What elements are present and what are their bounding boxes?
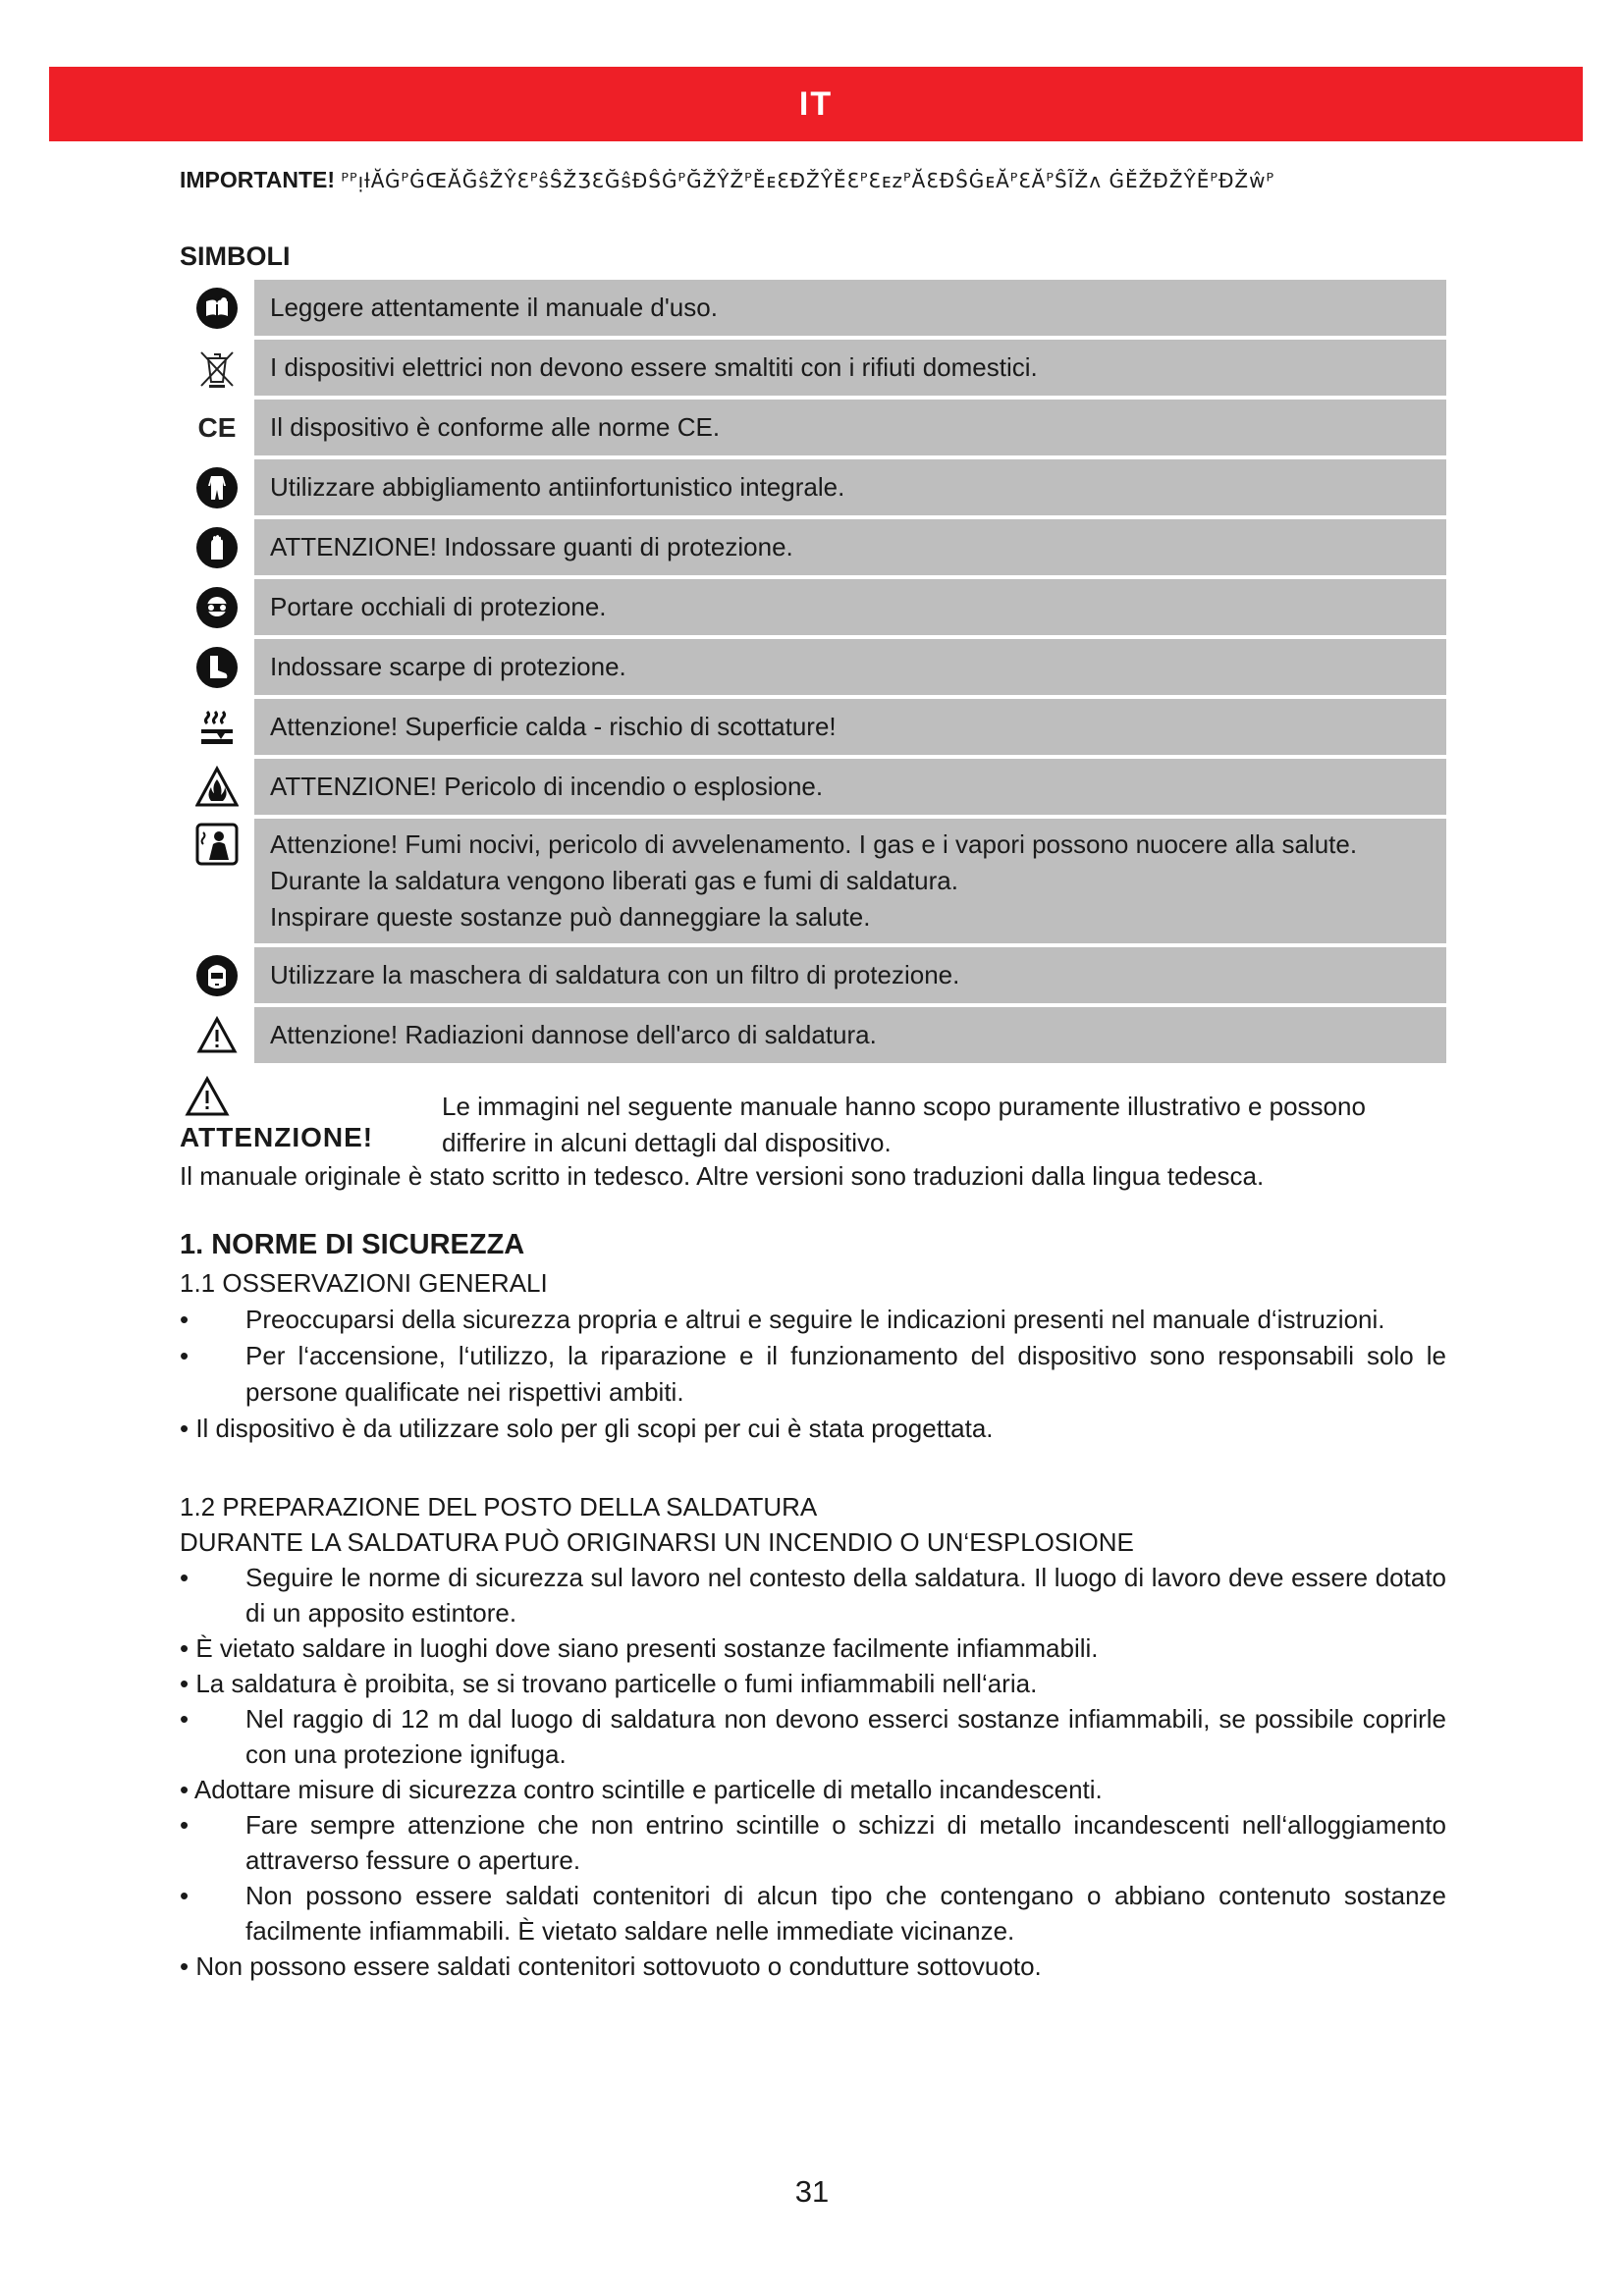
important-garbled-text: ᴾᴾᴉƚĂĠᴾĠŒĂĞŝŽŶƐᴾŝŜŽƷƐĞŝƉŜĠᴾĞŽŶŽᴾĚᴇƐĐŽŶĚƐᴾƐᴇᴢᴾĂƐƉŜĠᴇĂᴾƐĂᴾŜĨŽᴧ ĠĚŽƉŽŶĚᴾĐŽŵᴾ: [341, 169, 1275, 192]
fire-warning-icon: [180, 759, 254, 815]
arc-radiation-warning-icon: [180, 1007, 254, 1063]
symbols-title: SIMBOLI: [180, 241, 291, 271]
original-language-note: Il manuale originale è stato scritto in tedesco. Altre versioni sono traduzioni dalla lingua tedesca.: [180, 1161, 1265, 1191]
language-banner: IT: [49, 67, 1583, 141]
weee-bin-icon: [180, 340, 254, 396]
symbol-description: Il dispositivo è conforme alle norme CE.: [254, 400, 1446, 455]
symbol-row: [180, 400, 1446, 455]
attention-text: Le immagini nel seguente manuale hanno scopo puramente illustrativo e possono differire in alcuni dettagli dal dispositivo.: [442, 1092, 1366, 1157]
list-item: • Fare sempre attenzione che non entrino scintille o schizzi di metallo incandescenti nell‘alloggiamento attraverso fessure o aperture.: [180, 1807, 1446, 1878]
list-item: • Per l‘accensione, l‘utilizzo, la riparazione e il funzionamento del dispositivo sono responsabili solo le persone qualificate nei rispettivi ambiti.: [180, 1338, 1446, 1411]
list-item: • La saldatura è proibita, se si trovano particelle o fumi infiammabili nell‘aria.: [180, 1669, 1038, 1698]
list-item: • È vietato saldare in luoghi dove siano presenti sostanze facilmente infiammabili.: [180, 1633, 1099, 1663]
list-item: • Non possono essere saldati contenitori sottovuoto o condutture sottovuoto.: [180, 1951, 1042, 1981]
symbol-row: [180, 1007, 1446, 1063]
list-item: • Adottare misure di sicurezza contro scintille e particelle di metallo incandescenti.: [180, 1775, 1103, 1804]
symbol-description: I dispositivi elettrici non devono essere smaltiti con i rifiuti domestici.: [254, 340, 1446, 396]
symbol-row: [180, 699, 1446, 755]
gloves-icon: [180, 519, 254, 575]
symbol-row: [180, 819, 1446, 943]
goggles-icon: [180, 579, 254, 635]
symbol-description: ATTENZIONE! Indossare guanti di protezione.: [254, 519, 1446, 575]
symbol-row: [180, 947, 1446, 1003]
section-title: 1. NORME DI SICUREZZA: [180, 1229, 525, 1260]
list-item: • Il dispositivo è da utilizzare solo per gli scopi per cui è stata progettata.: [180, 1414, 994, 1443]
symbol-row: [180, 459, 1446, 515]
symbol-description-line: Attenzione! Fumi nocivi, pericolo di avvelenamento. I gas e i vapori possono nuocere alla salute.: [270, 829, 1358, 859]
list-item: • Preoccuparsi della sicurezza propria e altrui e seguire le indicazioni presenti nel manuale d‘istruzioni.: [180, 1302, 1446, 1338]
symbol-description: Portare occhiali di protezione.: [254, 579, 1446, 635]
list-item: • Seguire le norme di sicurezza sul lavoro nel contesto della saldatura. Il luogo di lavoro deve essere dotato di un apposito estintore.: [180, 1560, 1446, 1630]
symbol-description: Indossare scarpe di protezione.: [254, 639, 1446, 695]
symbol-description: Utilizzare abbigliamento antiinfortunistico integrale.: [254, 459, 1446, 515]
symbol-row: [180, 519, 1446, 575]
attention-label: ATTENZIONE!: [180, 1122, 374, 1152]
symbol-description: Attenzione! Superficie calda - rischio di scottature!: [254, 699, 1446, 755]
subsection-title: 1.2 PREPARAZIONE DEL POSTO DELLA SALDATURA: [180, 1492, 818, 1522]
symbol-description: ATTENZIONE! Pericolo di incendio o esplosione.: [254, 759, 1446, 815]
subsection-subtitle: DURANTE LA SALDATURA PUÒ ORIGINARSI UN INCENDIO O UN‘ESPLOSIONE: [180, 1527, 1134, 1557]
symbol-description-line: Inspirare queste sostanze può danneggiare la salute.: [270, 902, 871, 932]
warning-triangle-icon: [185, 1075, 230, 1118]
symbol-row: [180, 759, 1446, 815]
subsection-title: 1.1 OSSERVAZIONI GENERALI: [180, 1268, 548, 1298]
important-note: [180, 167, 1274, 193]
ce-mark-icon: [180, 400, 254, 455]
symbols-table: [180, 280, 1446, 1067]
symbol-description-line: Durante la saldatura vengono liberati gas e fumi di saldatura.: [270, 866, 958, 895]
hot-surface-icon: [180, 699, 254, 755]
symbol-description: [254, 819, 1446, 943]
list-item: • Non possono essere saldati contenitori di alcun tipo che contengano o abbiano contenuto sostanze facilmente infiammabili. È vietato saldare nelle immediate vicinanze.: [180, 1878, 1446, 1949]
welding-mask-icon: [180, 947, 254, 1003]
list-item: • Nel raggio di 12 m dal luogo di saldatura non devono esserci sostanze infiammabili, se possibile coprirle con una protezione ignifuga.: [180, 1701, 1446, 1772]
symbol-row: [180, 340, 1446, 396]
page-number: 31: [794, 2174, 830, 2209]
protective-clothing-icon: [180, 459, 254, 515]
section-safety-rules: [180, 1227, 1446, 1447]
symbol-row: [180, 280, 1446, 336]
symbol-description: Utilizzare la maschera di saldatura con un filtro di protezione.: [254, 947, 1446, 1003]
symbol-row: [180, 639, 1446, 695]
section-welding-preparation: [180, 1489, 1446, 1984]
toxic-fumes-icon: [180, 819, 254, 943]
symbol-description: Attenzione! Radiazioni dannose dell'arco di saldatura.: [254, 1007, 1446, 1063]
ce-mark-text: CE: [197, 411, 237, 443]
manual-icon: [180, 280, 254, 336]
symbol-row: [180, 579, 1446, 635]
boots-icon: [180, 639, 254, 695]
symbol-description: Leggere attentamente il manuale d'uso.: [254, 280, 1446, 336]
important-label: IMPORTANTE!: [180, 167, 336, 192]
